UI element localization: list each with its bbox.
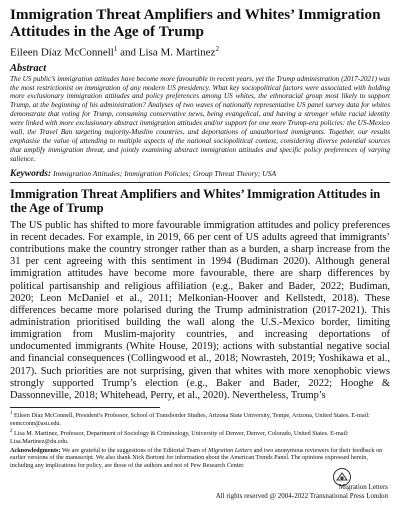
journal-name-italic: Migration Letters bbox=[208, 446, 253, 454]
journal-name: Migration Letters bbox=[338, 483, 388, 491]
footnote-1 bbox=[10, 410, 390, 427]
abstract-text: The US public’s immigration attitudes have become more favourable in recent years, yet the Trump administration (2017-2021) was the most restrictionist on immigration of any modern US presidency. What key sociopolitical factors were associated with holding more exclusionary immigration attitudes and policy preferences among US whites, the ethnoracial group most likely to support Trump, at the beginning of his administration? Analyses of two waves of nationally representative US panel survey data for whites demonstrate that voting for Trump, consuming conservative news, being evangelical, and having a stronger white racial identity were linked with more exclusionary abstract immigration attitudes and/or support for one more Trump-era policies: the US-Mexico wall, the Travel Ban targeting majority-Muslim countries, and deportations of unauthorised immigrants. Together, our results emphasise the value of attending to multiple aspects of the national sociopolitical context, considering diverse potential sources that amplify immigration threat, and jointly examining abstract immigration attitudes and specific policy preferences of varying salience. bbox=[10, 74, 390, 163]
section-divider bbox=[10, 182, 390, 183]
footnote-text: Eileen Díaz McConnell, President’s Professor, School of Transborder Studies, Arizona State University, Tempe, Arizona, United States. E-mail: eemcconn@asu.edu. bbox=[10, 412, 370, 427]
copyright-notice: All rights reserved @ 2004-2022 Transnational Press London bbox=[215, 491, 388, 500]
footnote-marker: 2 bbox=[10, 429, 13, 435]
author-line bbox=[10, 45, 390, 59]
paper-title: Immigration Threat Amplifiers and Whites’ Immigration Attitudes in the Age of Trump bbox=[10, 6, 381, 40]
footnote-2 bbox=[10, 428, 390, 445]
keywords-label: Keywords: bbox=[10, 168, 52, 179]
section-heading: Immigration Threat Amplifiers and Whites’ Immigration Attitudes in the Age of Trump bbox=[10, 186, 381, 215]
footnote-divider bbox=[10, 407, 160, 408]
body-paragraph: The US public has shifted to more favourable immigration attitudes and policy preferences in recent decades. For example, in 2019, 66 per cent of US adults agreed that immigrants’ contributions make the country stronger rather than as a burden, a sharp increase from the 31 per cent agreeing with this sentiment in 1994 (Budiman 2020). Although general immigration attitudes have become more favourable, there are sharp differences by political partisanship and religious affiliation (e.g., Baker and Bader, 2022; Budiman, 2020; Leon McDaniel et al., 2011; Melkonian-Hoover and Kellstedt, 2018). These differences became more polarised during the Trump administration (2017-2021). This administration prioritised building the wall along the U.S.-Mexico border, limiting immigration from Muslim-majority countries, and increasing deportations of undocumented immigrants (White House, 2019); actions with substantial negative social and financial consequences (Collingwood et al., 2018; Nowrasteh, 2019; Yoshikawa et al., 2017). Such priorities are not surprising, given that whites with more xenophobic views strongly supported Trump’s election (e.g., Baker and Bader, 2022; Hooghe & Dassonneville, 2018; Whitehead, Perry, et al., 2020). Nevertheless, Trump’s bbox=[10, 219, 390, 401]
author-footnote-marker: 2 bbox=[215, 45, 219, 53]
author-footnote-marker: 1 bbox=[113, 45, 118, 53]
abstract-heading: Abstract bbox=[10, 62, 47, 74]
acknowledgments-label: Acknowledgments: bbox=[10, 446, 61, 454]
acknowledgments-text: We are grateful to the suggestions of the Editorial Team of bbox=[60, 446, 209, 454]
paper-page bbox=[0, 6, 400, 506]
author-separator: and bbox=[117, 46, 139, 59]
footnotes bbox=[10, 410, 390, 469]
author-name: Eileen Díaz McConnell bbox=[10, 46, 114, 59]
keywords-list: Immigration Attitudes; Immigration Policies; Group Threat Theory; USA bbox=[53, 168, 277, 178]
page-footer bbox=[216, 483, 388, 500]
author-name: Lisa M. Martinez bbox=[138, 46, 216, 59]
acknowledgments-text: and two anonymous reviewers for their feedback on earlier versions of the manuscript. We also thank Nick Bortoni for information about the American Trends Panel. The opinions expressed herein, including any implications for policy, are those of the authors and not of Pew Research Center. bbox=[10, 446, 383, 469]
footnote-text: Lisa M. Martinez, Professor, Department of Sociology & Criminology, University of Denver, Denver, Colorado, United States. E-mail: Lisa.Martinez@du.edu. bbox=[10, 430, 349, 445]
keywords-line bbox=[10, 169, 390, 179]
footnote-marker: 1 bbox=[10, 411, 13, 417]
acknowledgments bbox=[10, 447, 390, 469]
